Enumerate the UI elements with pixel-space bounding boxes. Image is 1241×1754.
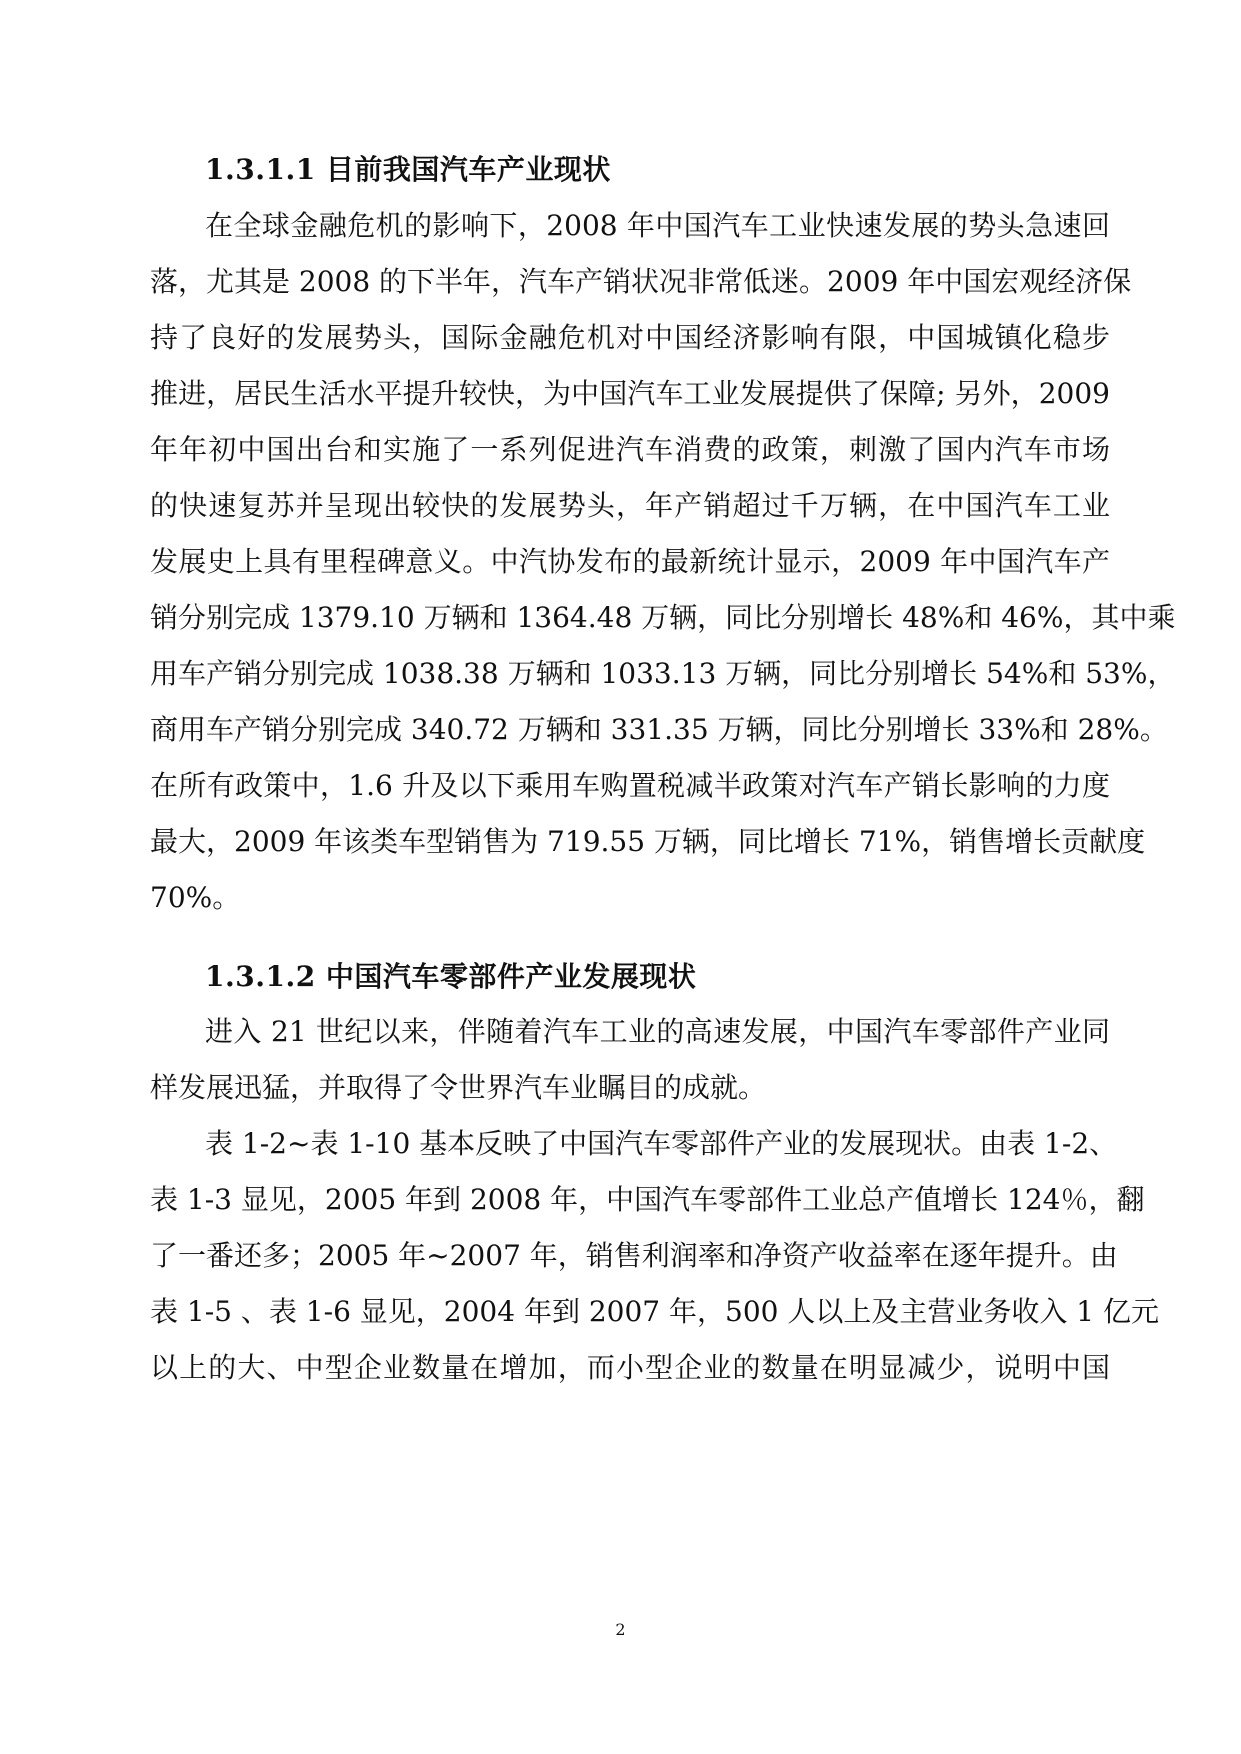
paragraph-line: 用车产销分别完成 1038.38 万辆和 1033.13 万辆，同比分别增长 54%和 53%， bbox=[150, 657, 1176, 690]
paragraph-line: 年年初中国出台和实施了一系列促进汽车消费的政策，刺激了国内汽车市场 bbox=[150, 433, 1110, 466]
section-heading-1-3-1-1: 1.3.1.1 目前我国汽车产业现状 bbox=[205, 153, 611, 186]
paragraph-line: 落，尤其是 2008 的下半年，汽车产销状况非常低迷。2009 年中国宏观经济保 bbox=[150, 265, 1132, 298]
paragraph-line: 推进，居民生活水平提升较快，为中国汽车工业发展提供了保障; 另外，2009 bbox=[150, 377, 1110, 410]
paragraph-line: 最大，2009 年该类车型销售为 719.55 万辆，同比增长 71%，销售增长贡献度 bbox=[150, 825, 1146, 858]
page-number: 2 bbox=[615, 1620, 626, 1639]
section-heading-1-3-1-2: 1.3.1.2 中国汽车零部件产业发展现状 bbox=[205, 960, 697, 993]
paragraph-line: 销分别完成 1379.10 万辆和 1364.48 万辆，同比分别增长 48%和 46%，其中乘 bbox=[150, 601, 1176, 634]
paragraph-line: 表 1-5 、表 1-6 显见，2004 年到 2007 年，500 人以上及主营业务收入 1 亿元 bbox=[150, 1295, 1159, 1328]
paragraph-line: 在所有政策中，1.6 升及以下乘用车购置税减半政策对汽车产销长影响的力度 bbox=[150, 769, 1110, 802]
paragraph-line: 表 1-2~表 1-10 基本反映了中国汽车零部件产业的发展现状。由表 1-2、 bbox=[205, 1127, 1118, 1160]
paragraph-line: 的快速复苏并呈现出较快的发展势头，年产销超过千万辆，在中国汽车工业 bbox=[150, 489, 1110, 522]
paragraph-line: 了一番还多；2005 年~2007 年，销售利润率和净资产收益率在逐年提升。由 bbox=[150, 1239, 1118, 1272]
paragraph-line: 70%。 bbox=[150, 881, 241, 914]
paragraph-line: 持了良好的发展势头，国际金融危机对中国经济影响有限，中国城镇化稳步 bbox=[150, 321, 1110, 354]
paragraph-line: 样发展迅猛，并取得了令世界汽车业瞩目的成就。 bbox=[150, 1071, 767, 1104]
paragraph-line: 以上的大、中型企业数量在增加，而小型企业的数量在明显减少，说明中国 bbox=[150, 1351, 1110, 1384]
paragraph-line: 进入 21 世纪以来，伴随着汽车工业的高速发展，中国汽车零部件产业同 bbox=[205, 1015, 1110, 1048]
paragraph-line: 在全球金融危机的影响下，2008 年中国汽车工业快速发展的势头急速回 bbox=[205, 209, 1110, 242]
paragraph-line: 发展史上具有里程碑意义。中汽协发布的最新统计显示，2009 年中国汽车产 bbox=[150, 545, 1110, 578]
paragraph-line: 商用车产销分别完成 340.72 万辆和 331.35 万辆，同比分别增长 33%和 28%。 bbox=[150, 713, 1168, 746]
paragraph-line: 表 1-3 显见，2005 年到 2008 年，中国汽车零部件工业总产值增长 124％，翻 bbox=[150, 1183, 1145, 1216]
